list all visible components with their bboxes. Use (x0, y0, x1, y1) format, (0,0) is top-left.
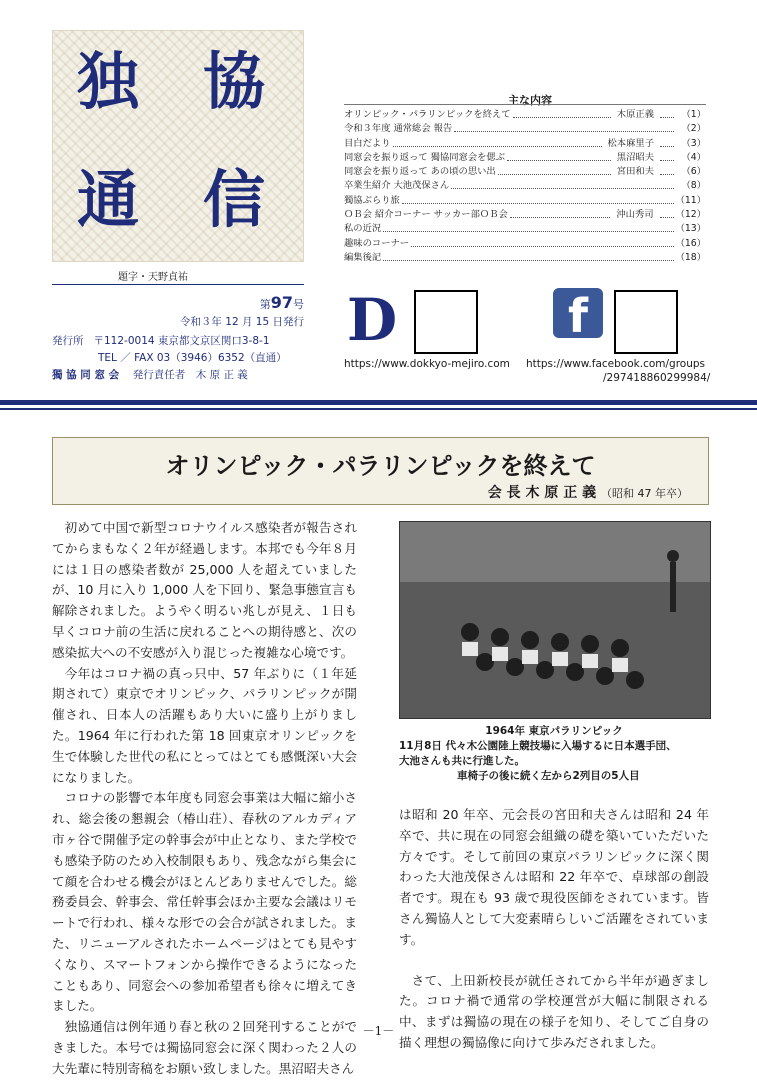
toc-item-author: 黒沼昭夫 (616, 151, 654, 163)
issue-number-value: 97 (270, 293, 293, 312)
toc-item-title: 令和３年度 通常総会 報告 (344, 123, 453, 135)
qr-code-icon (414, 290, 478, 354)
facebook-link[interactable]: https://www.facebook.com/groups (526, 358, 705, 370)
toc-item-author: 沖山秀司 (616, 209, 654, 221)
toc-leader (507, 151, 611, 161)
editor-name: 発行責任者 木 原 正 義 (132, 369, 248, 381)
toc-item-title: 同窓会を振り返って あの頃の思い出 (344, 166, 496, 178)
toc-leader (383, 251, 673, 261)
toc-leader (402, 194, 674, 204)
toc-leader (660, 151, 674, 161)
toc-item-page: （8） (681, 180, 706, 192)
toc-item-page: （13） (675, 223, 706, 235)
caption-line: 11月8日 代々木公園陸上競技場に入場するに日本選手団、 (399, 740, 677, 752)
toc-item[interactable] (344, 165, 706, 179)
toc-leader (454, 122, 674, 132)
masthead-logo (52, 30, 304, 262)
issue-prefix: 第 (259, 298, 271, 311)
toc-item-author: 木原正義 (616, 109, 654, 120)
issue-info (52, 284, 304, 382)
facebook-link-id[interactable]: /297418860299984/ (603, 372, 711, 384)
toc-item[interactable] (344, 208, 706, 222)
photo-caption (399, 724, 709, 784)
byline-name: 会 長 木 原 正 義 (487, 485, 597, 501)
divider-rule (0, 408, 757, 410)
toc-leader (513, 108, 611, 118)
article-byline (488, 482, 688, 502)
toc-item-page: （16） (675, 237, 706, 249)
toc-item-page: （1） (681, 109, 706, 120)
caption-line: 車椅子の後に続く左から2列目の5人目 (457, 770, 640, 782)
paragraph: 今年はコロナ禍の真っ只中、57 年ぶりに（１年延期されて）東京でオリンピック、パラリンピックが開催され、日本人の活躍もあり大いに盛り上がりました。1964 年に行われた第 18 回東京オリンピックを生で体験した世代の私にとってはとても感慨深い大会になりました。 (52, 665, 357, 785)
parade-photo (399, 521, 711, 719)
paragraph: さて、上田新校長が就任されてから半年が過ぎました。コロナ禍で通常の学校運営が大幅に制限される中、まずは獨協の現在の様子を知り、そしてご自身の描く理想の獨協像に向けて歩みだされました。 (399, 972, 709, 1050)
byline-note: （昭和 47 年卒） (601, 487, 688, 500)
toc-item[interactable] (344, 122, 706, 136)
toc-item[interactable] (344, 151, 706, 165)
toc-leader (393, 137, 602, 147)
website-link[interactable]: https://www.dokkyo-mejiro.com (344, 358, 510, 370)
toc-leader (451, 179, 674, 189)
toc-leader (510, 208, 611, 218)
toc-leader (660, 165, 674, 175)
paragraph: コロナの影響で本年度も同窓会事業は大幅に縮小され、総会後の懇親会（椿山荘）、春秋のアルカディア市ヶ谷で開催予定の幹事会が中止となり、また学校でも感染予防のため入校制限もあり、残念ながら集会にて顔を合わせる機会がほとんどありませんでした。総務委員会、幹事会、常任幹事会ほか主要な会議はリモートで行われ、様々な形での会合が試されました。また、リニューアルされたホームページはとても見やすくなり、スマートフォンから操作できるようになったこともあり、同窓会への参加希望者も徐々に増えてきました。 (52, 790, 357, 1014)
publisher-tel: TEL ／ FAX 03（3946）6352（直通） (98, 352, 287, 364)
paragraph: 独協通信は例年通り春と秋の２回発刊することができました。本号では獨協同窓会に深く関わった２人の大先輩に特別寄稿をお願い致しました。黒沼昭夫さん (52, 1019, 357, 1076)
toc-item-author: 松本麻里子 (607, 137, 654, 149)
dokkyo-logo-icon[interactable]: D (346, 286, 398, 354)
toc-item-title: 同窓会を振り返って 獨協同窓会を偲ぶ (344, 151, 506, 163)
toc-item[interactable] (344, 137, 706, 151)
toc-heading: 主な内容 (508, 94, 552, 107)
toc-leader (498, 165, 611, 175)
toc-item-page: （12） (675, 209, 706, 221)
toc-leader (383, 222, 673, 232)
paragraph: は昭和 20 年卒、元会長の宮田和夫さんは昭和 24 年卒で、共に現在の同窓会組織の礎を築いていただいた方々です。そして前回の東京パラリンピックに深く関わった大池茂保さんは昭和 22 年卒で、卓球部の創設者です。現在も 93 歳で現役医師をされています。皆さん獨協人として大変素晴らしいご活躍をされています。 (399, 807, 709, 947)
toc-leader (660, 108, 674, 118)
article-column-right (399, 805, 709, 1054)
toc-item-title: ＯＢ会 紹介コーナー サッカー部ＯＢ会 (344, 209, 508, 221)
toc-item-page: （4） (681, 151, 706, 163)
toc-item-page: （6） (681, 166, 706, 178)
toc-item-title: 趣味のコーナー (344, 237, 410, 249)
masthead-char: 独 (77, 45, 140, 118)
toc-leader (411, 237, 673, 247)
publisher-address: 〒112-0014 東京都文京区関口3-8-1 (93, 335, 270, 347)
masthead-char: 信 (203, 163, 266, 236)
toc-item[interactable] (344, 222, 706, 236)
table-of-contents (344, 108, 706, 265)
issue-date: 令和３年 12 月 15 日発行 (179, 316, 304, 328)
toc-item-title: 獨協ぶらり旅 (344, 194, 400, 206)
photo-illustration (400, 522, 710, 718)
toc-item[interactable] (344, 194, 706, 208)
calligrapher-credit: 題字・天野貞祐 (118, 272, 188, 283)
issue-number (52, 293, 304, 312)
toc-item-title: 私の近況 (344, 223, 382, 235)
facebook-icon[interactable]: f (553, 288, 603, 338)
toc-item-title: 目白だより (344, 137, 391, 149)
paragraph: 初めて中国で新型コロナウイルス感染者が報告されてからまもなく２年が経過します。本邦でも今年８月には１日の感染者数が 25,000 人を超えていましたが、10 月に入り 1,000 人を下回り、緊急事態宣言も解除されました。ようやく明るい兆しが見え、１日も早くコロナ前の生活に戻れることへの期待感と、次の感染拡大への不安感が入り混じった複雑な心境です。 (52, 520, 357, 660)
page-number: －1－ (362, 1024, 395, 1038)
issue-suffix: 号 (293, 298, 304, 311)
article-column-left (52, 518, 357, 1080)
toc-item-page: （18） (675, 251, 706, 263)
article-title: オリンピック・パラリンピックを終えて (165, 451, 596, 480)
org-name: 獨 協 同 窓 会 (52, 369, 120, 381)
toc-item[interactable] (344, 179, 706, 193)
qr-code-icon (614, 290, 678, 354)
divider-rule (0, 400, 757, 405)
toc-item-page: （3） (681, 137, 706, 149)
article-header (52, 437, 709, 505)
toc-leader (660, 137, 674, 147)
toc-item-title: 卒業生紹介 大池茂保さん (344, 180, 450, 192)
toc-leader (660, 208, 674, 218)
toc-item-page: （11） (675, 194, 706, 206)
publisher-label: 発行所 (52, 335, 84, 347)
masthead-char: 協 (203, 45, 266, 118)
masthead-char: 通 (77, 163, 140, 236)
toc-item-title: オリンピック・パラリンピックを終えて (344, 109, 511, 120)
toc-item[interactable] (344, 108, 706, 122)
caption-line: 大池さんも共に行進した。 (399, 755, 525, 767)
toc-item-title: 編集後記 (344, 251, 382, 263)
toc-item-author: 宮田和夫 (616, 166, 654, 178)
toc-item[interactable] (344, 251, 706, 265)
toc-item[interactable] (344, 237, 706, 251)
toc-item-page: （2） (681, 123, 706, 135)
caption-title: 1964年 東京パラリンピック (485, 725, 623, 737)
